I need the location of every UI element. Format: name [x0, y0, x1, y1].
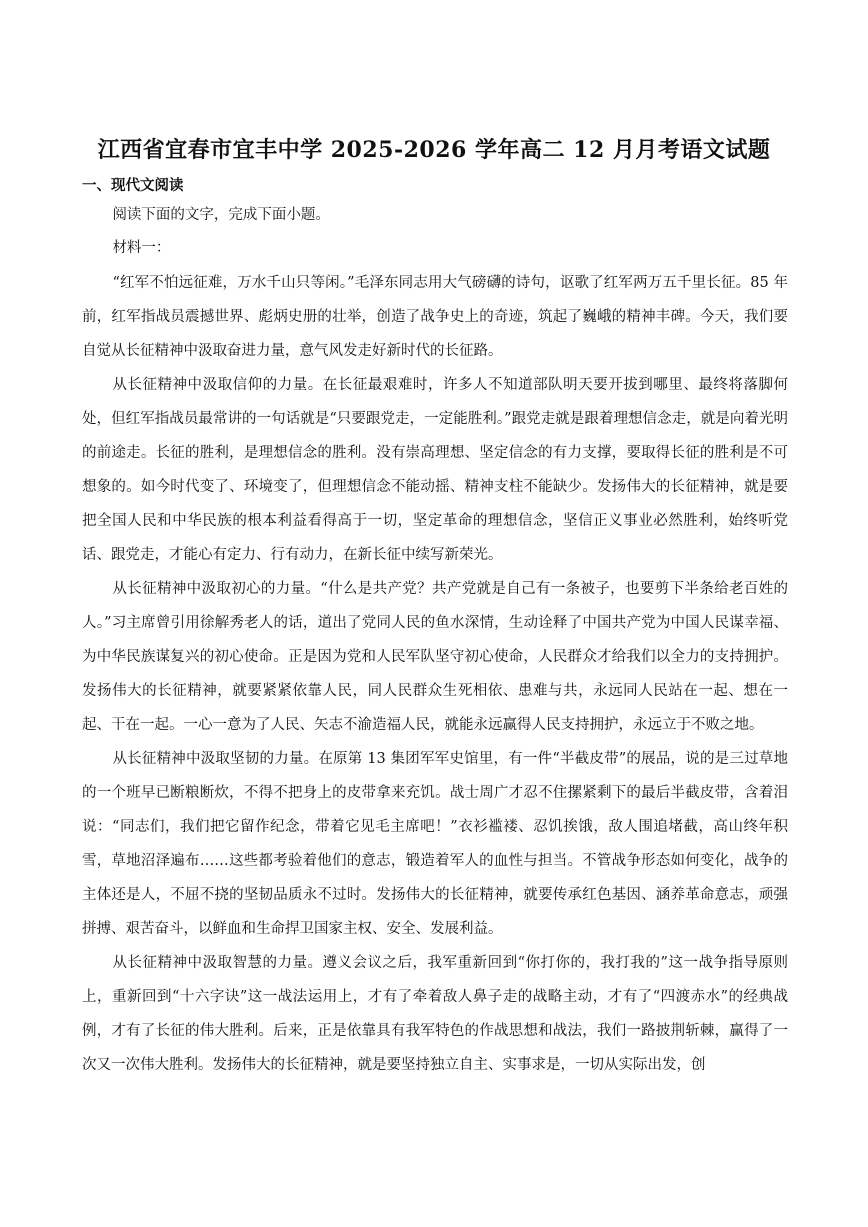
instruction-text: 阅读下面的文字，完成下面小题。 [112, 207, 330, 223]
paragraph: 从长征精神中汲取坚韧的力量。在原第 13 集团军军史馆里，有一件“半截皮带”的展品，说的是三过草地的一个班早已断粮断炊，不得不把身上的皮带拿来充饥。战士周广才忍不住摞紧剩下的最后半截皮带，含着泪说：“同志们，我们把它留作纪念，带着它见毛主席吧！”衣衫褴褛、忍饥挨饿，敌人围追堵截，高山终年积雪，草地沼泽遍布……这些都考验着他们的意志，锻造着军人的血性与担当。不管战争形态如何变化，战争的主体还是人，不屈不挠的坚韧品质永不过时。发扬伟大的长征精神，就要传承红色基因、涵养革命意志，顽强拼搏、艰苦奋斗，以鲜血和生命捍卫国家主权、安全、发展利益。 [82, 751, 788, 937]
exam-title: 江西省宜春市宜丰中学 2025-2026 学年高二 12 月月考语文试题 [97, 137, 771, 163]
section-heading: 一、现代文阅读 [82, 178, 184, 194]
paragraph: 从长征精神中汲取初心的力量。“什么是共产党？共产党就是自己有一条被子，也要剪下半条给老百姓的人。”习主席曾引用徐解秀老人的话，道出了党同人民的鱼水深情，生动诠释了中国共产党为中国人民谋幸福、为中华民族谋复兴的初心使命。正是因为党和人民军队坚守初心使命，人民群众才给我们以全力的支持拥护。发扬伟大的长征精神，就要紧紧依靠人民，同人民群众生死相依、患难与共，永远同人民站在一起、想在一起、干在一起。一心一意为了人民、矢志不渝造福人民，就能永远赢得人民支持拥护，永远立于不败之地。 [82, 581, 788, 733]
material-label: 材料一： [112, 240, 171, 256]
paragraph: “红军不怕远征难，万水千山只等闲。”毛泽东同志用大气磅礴的诗句，讴歌了红军两万五千里长征。85 年前，红军指战员震撼世界、彪炳史册的壮举，创造了战争史上的奇迹，筑起了巍峨的精神丰碑。今天，我们要自觉从长征精神中汲取奋进力量，意气风发走好新时代的长征路。 [82, 275, 788, 359]
reading-passage [82, 200, 788, 1082]
paragraph: 从长征精神中汲取信仰的力量。在长征最艰难时，许多人不知道部队明天要开拔到哪里、最终将落脚何处，但红军指战员最常讲的一句话就是“只要跟党走，一定能胜利。”跟党走就是跟着理想信念走，就是向着光明的前途走。长征的胜利，是理想信念的胜利。没有崇高理想、坚定信念的有力支撑，要取得长征的胜利是不可想象的。如今时代变了、环境变了，但理想信念不能动摇、精神支柱不能缺少。发扬伟大的长征精神，就是要把全国人民和中华民族的根本利益看得高于一切，坚定革命的理想信念，坚信正义事业必然胜利，始终听党话、跟党走，才能心有定力、行有动力，在新长征中续写新荣光。 [82, 377, 788, 563]
paragraph: 从长征精神中汲取智慧的力量。遵义会议之后，我军重新回到“你打你的，我打我的”这一战争指导原则上，重新回到“十六字诀”这一战法运用上，才有了牵着敌人鼻子走的战略主动，才有了“四渡赤水”的经典战例，才有了长征的伟大胜利。后来，正是依靠具有我军特色的作战思想和战法，我们一路披荆斩棘，赢得了一次又一次伟大胜利。发扬伟大的长征精神，就是要坚持独立自主、实事求是，一切从实际出发，创 [82, 955, 788, 1073]
